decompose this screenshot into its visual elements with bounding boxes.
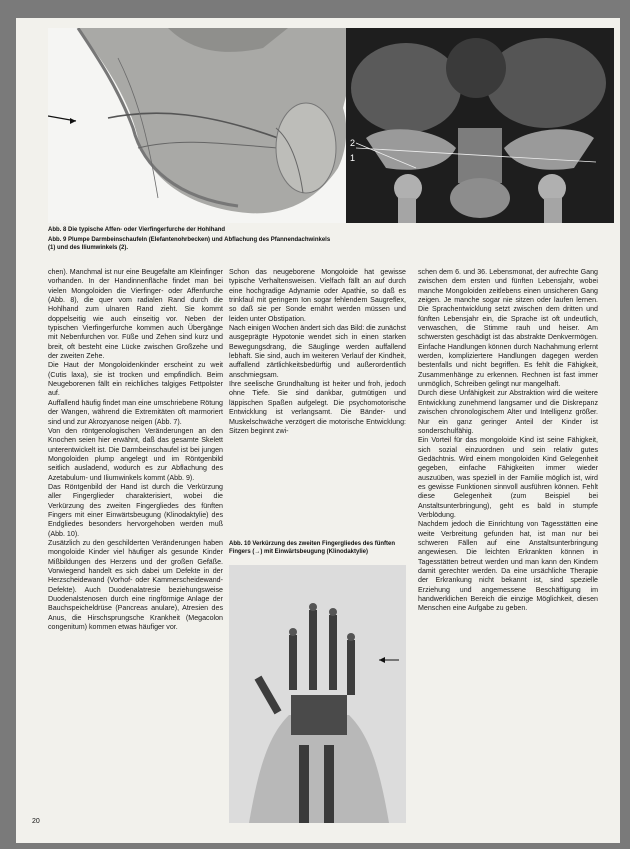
col3-paragraph-2: Durch diese Unfähigkeit zur Abstraktion wird die weitere Entwicklung zunehmend langsamer und die Diskrepanz zwischen chronologischem Alter und Intelligenz größer. Nur ein ganz geringer Anteil der Kinder ist sonderschulfähig.	[418, 389, 598, 435]
text-column-3	[418, 268, 598, 614]
col1-paragraph-6: Zusätzlich zu den geschilderten Veränderungen haben mongoloide Kinder viel häufiger als gesunde Kinder Mißbildungen des Herzens und der großen Gefäße. Vorwiegend handelt es sich dabei um Defekte in der Herzscheidewand (Vorhof- oder Kammerscheidewand-Defekte). Auch Duodenalatresie beziehungsweise Duodenalstenosen durch eine ringförmige Anlage der Bauchspeicheldrüse (Pancreas anulare), Atresien des Anus, die Hirschsprungsche Krankheit (Megacolon congenitum) kommen etwas häufiger vor.	[48, 538, 223, 632]
hand-xray-image	[229, 565, 406, 823]
figure-9-caption: Abb. 9 Plumpe Darmbeinschaufeln (Elefantenohrbecken) und Abflachung des Pfannendachwinkels (1) und des Iliumwinkels (2).	[48, 237, 331, 251]
figure-10-caption: Abb. 10 Verkürzung des zweiten Fingergliedes des fünften Fingers (→) mit Einwärtsbeugung (Klinodaktylie)	[229, 541, 396, 555]
palm-photo-image	[48, 28, 348, 223]
fig9-label-1: 1	[350, 153, 356, 163]
col2-paragraph-3: Ihre seelische Grundhaltung ist heiter und froh, jedoch ohne Tiefe. Sie sind dankbar, gutmütigen und läppischen Spaßen aufgelegt. Die psychomotorische Entwicklung ist verlangsamt. Die Bänder- und Muskelschwäche verzögert die motorische Entwicklung: Sitzen beginnt zwi-	[229, 380, 406, 435]
col3-paragraph-4: Nachdem jedoch die Einrichtung von Tagesstätten eine weite Verbreitung gefunden hat, ist man nur bei schweren Fällen auf eine Anstaltsunterbringung angewiesen. Die leichten Erkrankten können in Tagesstätten betreut werden und man kann den Kindern damit gerechter werden. Da eine ursächliche Therapie der Erkrankung nicht bekannt ist, sind spezielle Erziehung und angemessene Beschäftigung im handwerklichen Bereich die einzige Möglichkeit, diesen Menschen eine Aufgabe zu geben.	[418, 520, 598, 613]
col1-paragraph-5: Das Röntgenbild der Hand ist durch die Verkürzung aller Fingerglieder charakterisiert, wobei die Verkürzung des zweiten Fingergliedes des fünften Fingers mit einer Einwärtsbeugung (Klinodaktylie) des Endgliedes besonders hervorgehoben werden muß (Abb. 10).	[48, 482, 223, 538]
col1-paragraph-3: Auffallend häufig findet man eine umschriebene Rötung der Wangen, während die Extremitäten oft marmoriert sind und zur Akrozyanose neigen (Abb. 7).	[48, 398, 223, 426]
col1-paragraph-1: chen). Manchmal ist nur eine Beugefalte am Kleinfinger vorhanden. In der Handinnenfläche findet man bei vielen Mongoloiden die Vierfinger- oder Affenfurche (Abb. 8), die quer vom radialen Rand durch die Hohlhand zum ulnaren Rand zieht. Sie kommt doppelseitig wie auch einseitig vor. Neben der typischen Vierfingerfurche kommen auch Übergänge mit Nebenfurchen vor. Füße und Zehen sind kurz und breit, oft besteht eine Lücke zwischen Großzehe und der zweiten Zehe.	[48, 268, 223, 361]
fig9-label-2: 2	[350, 138, 356, 148]
book-page	[16, 18, 620, 843]
pelvis-xray-image	[346, 28, 614, 223]
figure-8-caption: Abb. 8 Die typische Affen- oder Vierfingerfurche der Hohlhand	[48, 227, 226, 233]
col3-paragraph-1: schen dem 6. und 36. Lebensmonat, der aufrechte Gang zwischen dem ersten und fünften Lebensjahr, wobei manche Mongoloiden zeitlebens einen unsicheren Gang zeigen. Je manche sogar nie sitzen oder laufen lernen. Die Sprachentwicklung setzt zwischen dem dritten und fünften Lebensjahr ein, die Sprache ist oft undeutlich, verwaschen, die Stimme rauh und heiser. Am schwersten geschädigt ist das abstrakte Denkvermögen. Einfache Handlungen können durch Nachahmung erlernt werden, kompliziertere Handlungen dagegen werden bestenfalls und nicht begriffen. Es fehlt die Fähigkeit, Zusammenhänge zu erkennen. Rechnen ist fast immer unmöglich, Schreiben gelingt nur mangelhaft.	[418, 268, 598, 389]
col1-paragraph-4: Von den röntgenologischen Veränderungen an den Knochen seien hier erwähnt, daß das gesamte Skelett unterentwickelt ist. Die Darmbeinschaufel ist bei jungen Mongoloiden plump angelegt und im Röntgenbild seitlich ausladend, wodurch es zur Abflachung des Azetabulum- und Iliumwinkels kommt (Abb. 9).	[48, 426, 223, 482]
text-column-1	[48, 268, 223, 632]
col2-paragraph-1: Schon das neugeborene Mongoloide hat gewisse typische Verhaltensweisen. Vielfach fällt an auf durch eine hochgradige Adynamie oder Apathie, so daß es trinkfaul mit geringem Ion sogar fehlendem Saugreflex, so daß sie per Sonde ernährt werden müssen und leiden unter Obstipation.	[229, 268, 406, 323]
col3-paragraph-3: Ein Vorteil für das mongoloide Kind ist seine Fähigkeit, sich sozial einzuordnen und sein relativ gutes Gedächtnis. Wird einem mongoloiden Kind Gelegenheit gegeben, einfache Fähigkeiten immer wieder auszuüben, was speziell in der Familie möglich ist, wird es gewisse Funktionen sinnvoll ausführen können. Fehlt diese Gelegenheit (zum Beispiel bei Anstaltsunterbringung), geht es bald in stumpfe Verblödung.	[418, 436, 598, 519]
col1-paragraph-2: Die Haut der Mongoloidenkinder erscheint zu weit (Cutis laxa), sie ist trocken und empfindlich. Beim Neugeborenen fällt ein reichliches talgiges Fettpolster auf.	[48, 361, 223, 398]
text-column-2	[229, 268, 406, 436]
col2-paragraph-2: Nach einigen Wochen ändert sich das Bild: die zunächst ausgeprägte Hypotonie wendet sich in einen starken Bewegungsdrang, die Säuglinge werden auffallend lebhaft. Sie sind, auch im weiteren Verlauf der Kindheit, auffallend zärtlichkeitsbedürftig und außerordentlich anschmiegsam.	[229, 324, 406, 379]
page-number: 20	[32, 818, 40, 825]
figure-8-palm-photo	[48, 28, 348, 223]
figure-9-pelvis-xray	[346, 28, 614, 223]
figure-10-hand-xray	[229, 565, 406, 823]
